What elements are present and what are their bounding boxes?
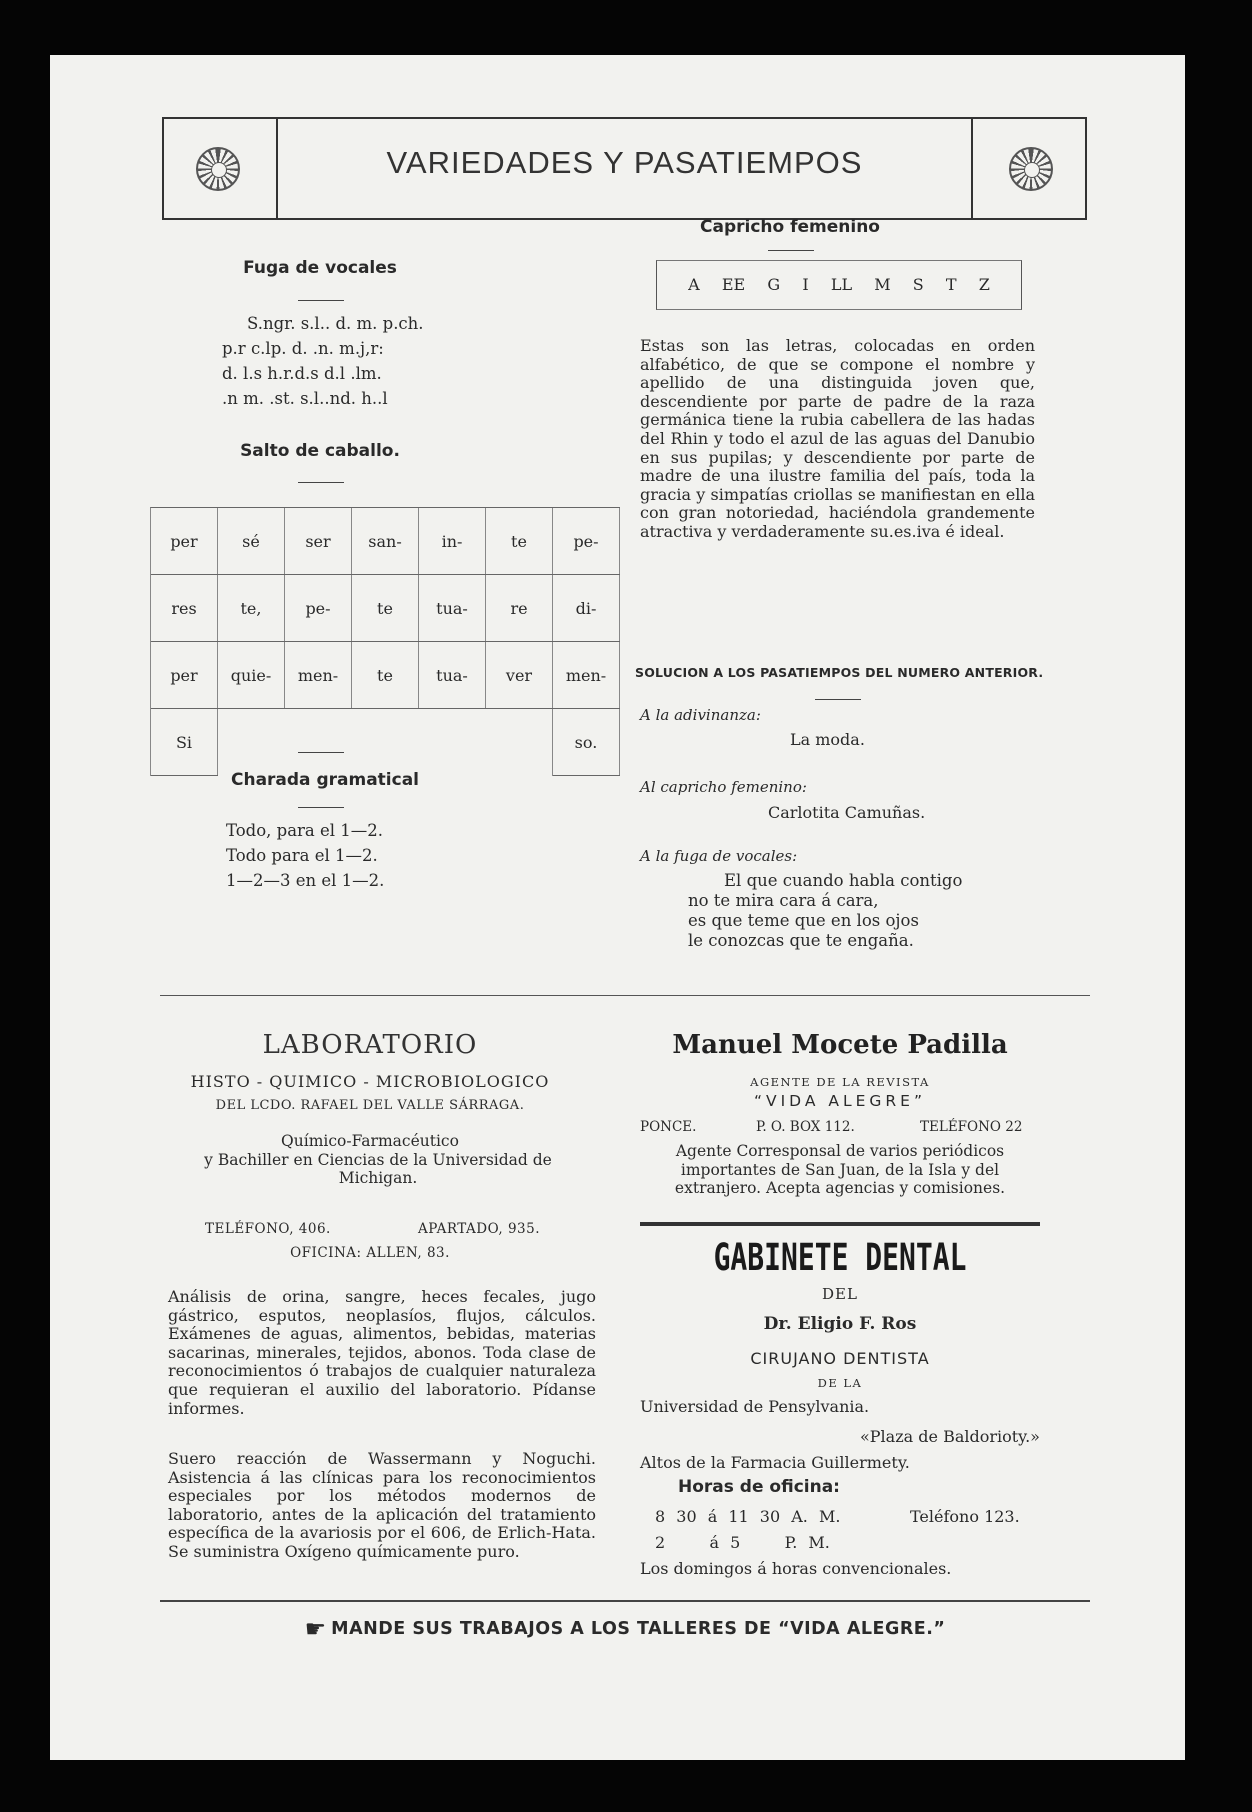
grid-cell: pe- (553, 508, 620, 575)
gabinete-del: DEL (822, 1285, 858, 1303)
section-divider (160, 995, 1090, 996)
grid-empty-span (218, 709, 553, 776)
charada-line: Todo, para el 1—2. (226, 821, 384, 840)
gabinete-de-la: DE LA (817, 1376, 863, 1390)
grid-cell: tua- (419, 575, 486, 642)
solucion-fuga-line: El que cuando habla contigo (724, 871, 963, 890)
solucion-capricho-label: Al capricho femenino: (640, 778, 807, 796)
grid-cell: Si (151, 709, 218, 776)
mocete-name: Manuel Mocete Padilla (672, 1030, 1008, 1060)
grid-cell: te, (218, 575, 285, 642)
grid-cell: in- (419, 508, 486, 575)
solucion-fuga-line: no te mira cara á cara, (688, 891, 879, 910)
page (50, 55, 1185, 1760)
mocete-tel: TELÉFONO 22 (920, 1119, 1023, 1135)
laboratorio-body1: Análisis de orina, sangre, heces fecales, jugo gástrico, esputos, neoplasíos, flujos, cálculos. Exámenes de aguas, alimentos, bebidas, materias sacarinas, minerales, tejidos, abonos. Toda clase de reconocimientos ó trabajos de cualquier naturaleza que requieran el auxilio del laboratorio. Pídanse informes. (168, 1287, 596, 1418)
salto-title: Salto de caballo. (240, 441, 400, 461)
solucion-fuga-lines (688, 871, 962, 951)
footer-divider (160, 1600, 1090, 1602)
grid-cell: per (151, 642, 218, 709)
grid-cell: per (151, 508, 218, 575)
grid-cell: men- (553, 642, 620, 709)
fuga-line: d. l.s h.r.d.s d.l .lm. (222, 364, 382, 383)
solucion-fuga-line: le conozcas que te engaña. (688, 931, 914, 950)
fuga-line: .n m. .st. s.l..nd. h..l (222, 389, 388, 408)
gabinete-horas-title: Horas de oficina: (678, 1477, 840, 1497)
laboratorio-owner: DEL LCDO. RAFAEL DEL VALLE SÁRRAGA. (215, 1098, 525, 1113)
laboratorio-body2: Suero reacción de Wassermann y Noguchi. Asistencia á las clínicas para los reconocimientos especiales por los métodos modernos de laboratorio, antes de la aplicación del tratamiento específica de la avariosis por el 606, de Erlich-Hata. Se suministra Oxígeno químicamente puro. (168, 1449, 596, 1561)
footer-text: MANDE SUS TRABAJOS A LOS TALLERES DE “VIDA ALEGRE.” (331, 1619, 946, 1639)
solucion-fuga-label: A la fuga de vocales: (640, 847, 798, 865)
gabinete-title: GABINETE DENTAL (713, 1235, 967, 1280)
charada-line: Todo para el 1—2. (226, 846, 378, 865)
solucion-adivinanza-label: A la adivinanza: (640, 706, 761, 724)
grid-cell: tua- (419, 642, 486, 709)
laboratorio-role2: y Bachiller en Ciencias de la Universidad de Michigan. (204, 1151, 552, 1187)
mocete-role: AGENTE DE LA REVISTA (750, 1075, 930, 1089)
gabinete-univ: Universidad de Pensylvania. (640, 1397, 870, 1416)
laboratorio-apartado: APARTADO, 935. (418, 1221, 541, 1237)
laboratorio-phone: TELÉFONO, 406. (205, 1221, 331, 1237)
pointing-hand-icon: ☛ (304, 1615, 327, 1643)
grid-cell: di- (553, 575, 620, 642)
grid-cell: re (486, 575, 553, 642)
grid-cell: te (352, 642, 419, 709)
section-header (162, 117, 1087, 220)
capricho-title: Capricho femenino (700, 217, 880, 237)
grid-cell: te (352, 575, 419, 642)
gabinete-horas1: 8 30 á 11 30 A. M. (655, 1507, 841, 1526)
gabinete-plaza: «Plaza de Baldorioty.» (860, 1427, 1040, 1446)
capricho-letters: A EE G I LL M S T Z (656, 260, 1022, 310)
charada-line: 1—2—3 en el 1—2. (226, 871, 385, 890)
page-title: VARIEDADES Y PASATIEMPOS (386, 145, 863, 180)
grid-cell: te (486, 508, 553, 575)
rosette-ornament-icon (1009, 147, 1053, 191)
gabinete-horas2: 2 á 5 P. M. (655, 1533, 830, 1552)
grid-cell: ser (285, 508, 352, 575)
solucion-capricho-answer: Carlotita Camuñas. (768, 803, 926, 822)
fuga-title: Fuga de vocales (243, 258, 397, 278)
capricho-text: Estas son las letras, colocadas en orden alfabético, de que se compone el nombre y apellido de una distinguida joven que, descendiente por parte de padre de la raza germánica tiene la rubia cabellera de las hadas del Rhin y todo el azul de las aguas del Danubio en sus pupilas; y descendiente por parte de madre de una ilustre familia del país, toda la gracia y simpatías criollas se manifiestan en ella con gran notoriedad, haciéndola grandemente atractiva y verdaderamente su.es.iva é ideal. (640, 336, 1035, 541)
charada-title: Charada gramatical (230, 770, 419, 790)
ad-divider (640, 1222, 1040, 1226)
grid-cell: pe- (285, 575, 352, 642)
rosette-ornament-icon (196, 147, 240, 191)
grid-cell: san- (352, 508, 419, 575)
mocete-box: P. O. BOX 112. (756, 1119, 855, 1135)
laboratorio-subtitle: HISTO - QUIMICO - MICROBIOLOGICO (190, 1072, 550, 1091)
grid-cell: res (151, 575, 218, 642)
grid-cell: men- (285, 642, 352, 709)
fuga-line: p.r c.lp. d. .n. m.j,r: (222, 339, 384, 358)
salto-grid (150, 507, 620, 776)
fuga-lines (222, 311, 424, 411)
solucion-adivinanza-answer: La moda. (790, 730, 865, 749)
laboratorio-title: LABORATORIO (262, 1030, 478, 1060)
solucion-title: SOLUCION A LOS PASATIEMPOS DEL NUMERO ANTERIOR. (635, 665, 1044, 680)
footer (160, 1615, 1090, 1643)
gabinete-telefono: Teléfono 123. (910, 1507, 1020, 1526)
gabinete-doctor: Dr. Eligio F. Ros (763, 1314, 917, 1334)
grid-cell: quie- (218, 642, 285, 709)
laboratorio-role1: Químico-Farmacéutico (281, 1132, 459, 1150)
grid-cell: so. (553, 709, 620, 776)
laboratorio-oficina: OFICINA: ALLEN, 83. (290, 1245, 450, 1261)
mocete-revista: “VIDA ALEGRE” (753, 1092, 927, 1110)
fuga-line: S.ngr. s.l.. d. m. p.ch. (247, 314, 424, 333)
charada-lines (226, 818, 384, 893)
gabinete-role: CIRUJANO DENTISTA (750, 1349, 930, 1368)
solucion-fuga-line: es que teme que en los ojos (688, 911, 919, 930)
grid-cell: ver (486, 642, 553, 709)
gabinete-altos: Altos de la Farmacia Guillermety. (640, 1453, 910, 1472)
mocete-text: Agente Corresponsal de varios periódicos importantes de San Juan, de la Isla y del extranjero. Acepta agencias y comisiones. (674, 1142, 1006, 1197)
mocete-city: PONCE. (640, 1119, 697, 1135)
gabinete-domingos: Los domingos á horas convencionales. (640, 1559, 952, 1578)
grid-cell: sé (218, 508, 285, 575)
